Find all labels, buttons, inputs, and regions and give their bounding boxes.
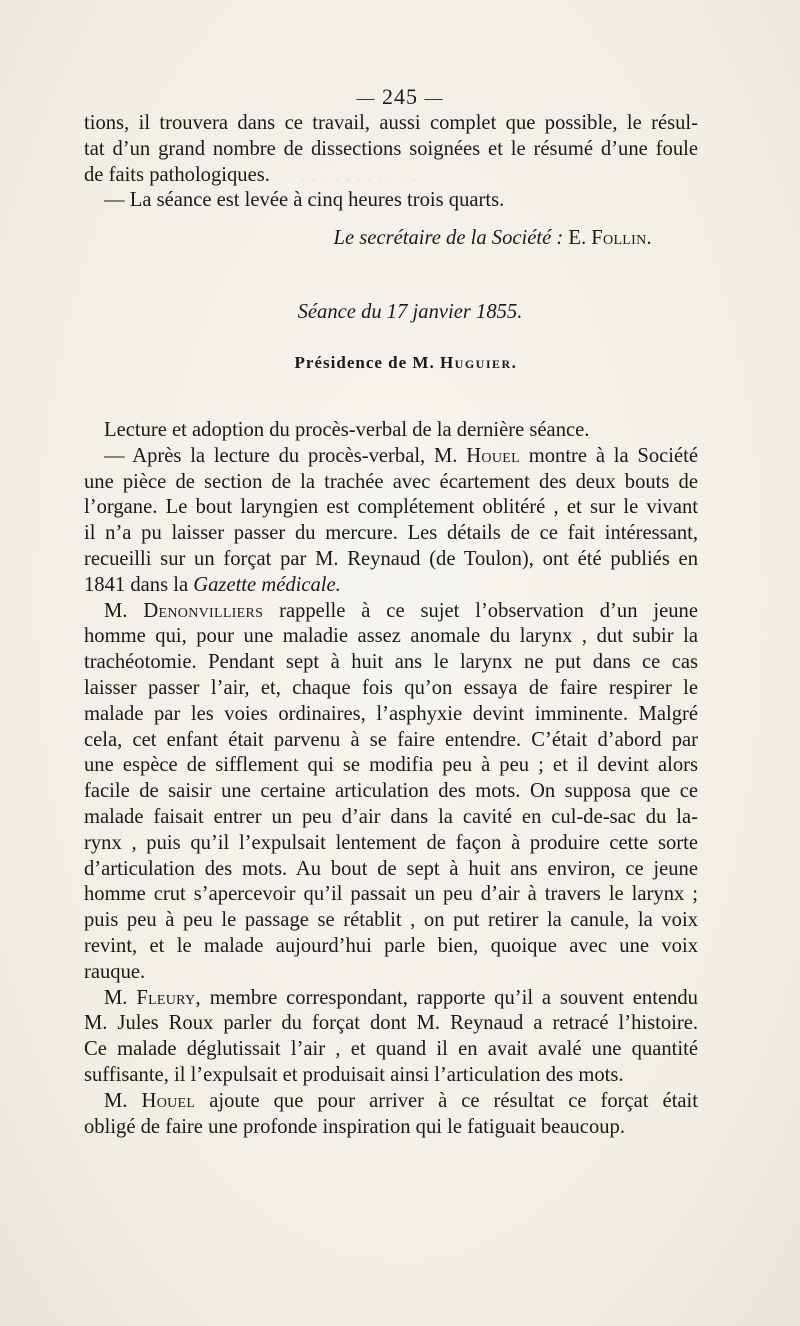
paragraph-text: 1841 dans la — [84, 573, 189, 596]
speaker-name: Houel — [466, 444, 520, 467]
closing-statement: — La séance est levée à cinq heures trois quarts. — [104, 189, 505, 212]
text-line: homme qui, pour une maladie assez anomale du larynx , dut subir la — [84, 625, 698, 648]
text-line: tat d’un grand nombre de dissections soignées et le résumé d’une foule — [84, 137, 698, 160]
text-line: malade par les voies ordinaires, l’asphyxie devint imminente. Malgré — [84, 702, 698, 725]
speaker-name: Fleury, — [136, 986, 201, 1009]
text-line: il n’a pu laisser passer du mercure. Les détails de ce fait intéressant, — [84, 522, 698, 545]
paragraph-text: montre à la Société — [528, 444, 698, 467]
session-minutes — [84, 418, 698, 1140]
text-line: M. Jules Roux parler du forçat dont M. Reynaud a retracé l’histoire. — [84, 1012, 698, 1035]
text-line: puis peu à peu le passage se rétablit , on put retirer la canule, la voix — [84, 909, 698, 932]
paragraph-prefix: M. — [104, 1089, 128, 1112]
text-line: revint, et le malade aujourd’hui parle bien, quoique avec une voix — [84, 934, 698, 957]
text-line: tions, il trouvera dans ce travail, aussi complet que possible, le résul- — [84, 112, 698, 134]
text-line: laisser passer l’air, et, chaque fois qu’on essaya de faire respirer le — [84, 676, 698, 699]
text-line: de faits pathologiques. — [84, 163, 270, 186]
text-line: l’organe. Le bout laryngien est complétement oblitéré , et sur le vivant — [84, 496, 698, 519]
paragraph-text: ajoute que pour arriver à ce résultat ce forçat était — [209, 1089, 699, 1112]
paragraph-text: membre correspondant, rapporte qu’il a souvent entendu — [209, 986, 698, 1009]
text-line: cela, cet enfant était parvenu à se faire entendre. C’était d’abord par — [84, 728, 698, 751]
text-line: d’articulation des mots. Au bout de sept à huit ans environ, ce jeune — [84, 857, 698, 880]
text-line: une pièce de section de la trachée avec écartement des deux bouts de — [84, 470, 698, 493]
paragraph-prefix: M. — [104, 599, 128, 622]
text-line: rauque. — [84, 960, 146, 983]
text-line: recueilli sur un forçat par M. Reynaud (de Toulon), ont été publiés en — [84, 547, 698, 570]
paragraph-denonvilliers-first-line — [84, 599, 698, 625]
speaker-name: Denonvilliers — [143, 599, 264, 622]
secretary-signature — [334, 227, 652, 250]
speaker-name: Houel — [141, 1089, 196, 1112]
signature-initial: E. — [568, 227, 587, 249]
text-line: suffisante, il l’expulsait et produisait ainsi l’articulation des mots. — [84, 1063, 624, 1086]
page-number-value: 245 — [382, 84, 418, 109]
text-line: homme crut s’apercevoir qu’il passait un peu d’air à travers le larynx ; — [84, 883, 698, 906]
journal-title: Gazette médicale. — [193, 573, 341, 596]
paragraph-prefix: — Après la lecture du procès-verbal, M. — [104, 444, 458, 467]
presidency-heading — [0, 353, 800, 373]
text-line: une espèce de sifflement qui se modifia peu à peu ; et il devint alors — [84, 754, 698, 777]
paragraph-fleury-first-line — [84, 986, 698, 1012]
presidency-prefix: Présidence de M. — [294, 353, 435, 372]
show-through-text: · · · · · · · · · · · — [300, 170, 418, 191]
paragraph-houel-second-first-line — [84, 1089, 698, 1115]
text-line: Ce malade déglutissait l’air , et quand il en avait avalé une quantité — [84, 1038, 698, 1061]
session-heading: Séance du 17 janvier 1855. — [297, 301, 523, 323]
paragraph-houel-last-line — [84, 573, 698, 599]
paragraph-houel-first-line — [84, 444, 698, 470]
text-line: facile de saisir une certaine articulation des mots. On supposa que ce — [84, 780, 698, 803]
intro-paragraph — [84, 111, 698, 214]
signature-name: Follin. — [591, 227, 652, 249]
paragraph-prefix: M. — [104, 986, 128, 1009]
page-number-dash-right: — — [424, 88, 444, 108]
page-number — [0, 84, 800, 110]
presidency-name: Huguier. — [439, 353, 518, 372]
text-line: malade faisait entrer un peu d’air dans la cavité en cul-de-sac du la- — [84, 805, 698, 828]
signature-label: Le secrétaire de la Société : — [333, 227, 564, 249]
minutes-line: Lecture et adoption du procès-verbal de la dernière séance. — [104, 419, 590, 441]
text-line: rynx , puis qu’il l’expulsait lentement de façon à produire cette sorte — [84, 831, 698, 854]
text-line: trachéotomie. Pendant sept à huit ans le larynx ne put dans ce cas — [84, 651, 698, 674]
text-line: obligé de faire une profonde inspiration qui le fatiguait beaucoup. — [84, 1115, 625, 1138]
paragraph-text: rappelle à ce sujet l’observation d’un jeune — [279, 599, 698, 622]
page-number-dash-left: — — [356, 88, 376, 108]
